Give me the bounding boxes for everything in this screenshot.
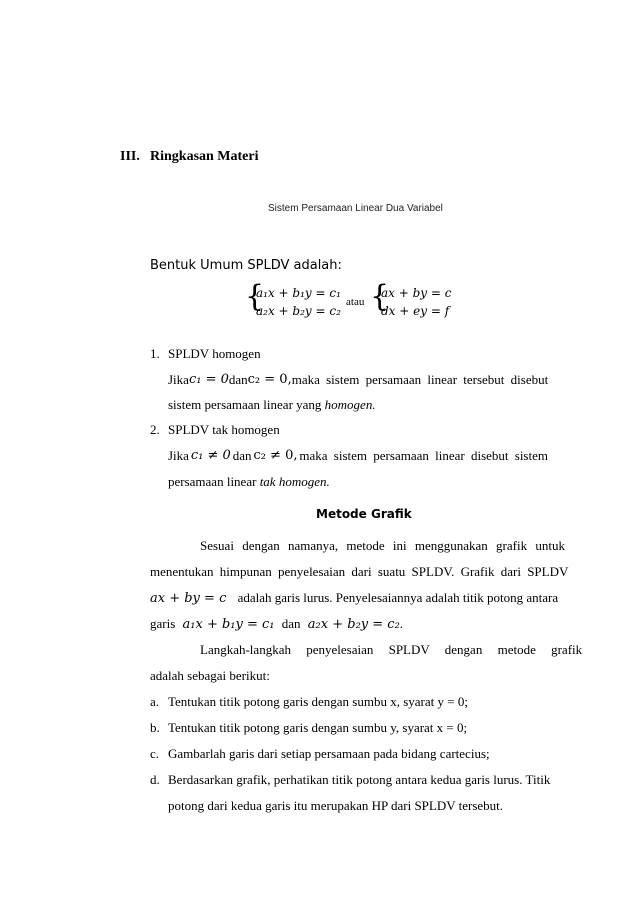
step-text: Gambarlah garis dari setiap persamaan pada bidang cartecius; [168, 746, 490, 761]
p2-line1-text: Langkah-langkah penyelesaian SPLDV dengan metode grafik [200, 642, 583, 657]
desc-line2-text: persamaan linear [168, 474, 257, 489]
metode-p1-line2 [150, 559, 569, 585]
p1-line4-eq2: a₂x + b₂y = c₂ [307, 617, 400, 632]
metode-p1-line1 [200, 533, 565, 559]
list-marker: 1. [150, 346, 160, 361]
p1-line4-eq1: a₁x + b₁y = c₁ [182, 617, 275, 632]
cond2: c₂ = 0, [247, 372, 292, 387]
metode-p2-line1 [200, 637, 582, 663]
desc-rest: maka sistem persamaan linear tersebut disebut [291, 372, 549, 387]
p1-equation: ax + by = c [150, 591, 227, 606]
section-title: Ringkasan Materi [150, 149, 259, 164]
p1-line4-end: . [399, 616, 404, 631]
list-desc-line2 [168, 392, 376, 418]
metode-p2-line2: adalah sebagai berikut: [150, 668, 270, 683]
list-desc-line [168, 443, 548, 469]
metode-p1-line4 [150, 611, 403, 638]
p1-line4-and: dan [281, 616, 301, 631]
step-text-line2: potong dari kedua garis itu merupakan HP dari SPLDV tersebut. [168, 798, 504, 813]
step-text: Tentukan titik potong garis dengan sumbu y, syarat x = 0; [168, 720, 468, 735]
section-number: III. [120, 149, 140, 164]
list-desc-line2 [168, 469, 330, 495]
step-marker: c. [150, 746, 160, 761]
step-text: Tentukan titik potong garis dengan sumbu x, syarat y = 0; [168, 694, 468, 709]
bentuk-label: Bentuk Umum SPLDV adalah: [150, 258, 342, 273]
metode-p1-line3 [150, 585, 558, 612]
desc-line2-text: sistem persamaan linear yang [168, 397, 322, 412]
cond1: c₁ ≠ 0 [190, 448, 231, 463]
cond1: c₁ = 0 [188, 372, 229, 387]
left-brace-icon: { [370, 279, 390, 314]
sys2-line1: ax + by = c [381, 286, 452, 300]
p1-line4-prefix: garis [150, 616, 176, 631]
desc-emphasis: homogen. [324, 397, 376, 412]
step-marker: d. [150, 772, 160, 787]
cond2: c₂ ≠ 0, [253, 448, 298, 463]
subtitle: Sistem Persamaan Linear Dua Variabel [268, 203, 443, 214]
list-marker: 2. [150, 422, 160, 437]
p1-line1-text: Sesuai dengan namanya, metode ini menggunakan grafik untuk [200, 538, 565, 553]
desc-and: dan [232, 448, 252, 463]
sys1-line1: a₁x + b₁y = c₁ [256, 286, 341, 300]
desc-prefix: Jika [168, 448, 189, 463]
desc-prefix: Jika [168, 372, 189, 387]
step-text: Berdasarkan grafik, perhatikan titik potong antara kedua garis lurus. Titik [168, 772, 551, 787]
list-desc-line [168, 367, 548, 393]
metode-heading: Metode Grafik [316, 507, 412, 521]
sys2-line2: dx + ey = f [381, 304, 450, 318]
p1-line2-text: menentukan himpunan penyelesaian dari suatu SPLDV. Grafik dari SPLDV [150, 564, 569, 579]
connector-atau: atau [346, 296, 365, 308]
left-brace-icon: { [245, 279, 265, 314]
desc-rest: maka sistem persamaan linear disebut sistem [299, 448, 548, 463]
list-title: SPLDV tak homogen [168, 422, 280, 437]
desc-and: dan [228, 372, 248, 387]
step-marker: b. [150, 720, 160, 735]
step-marker: a. [150, 694, 160, 709]
p1-line3-text: adalah garis lurus. Penyelesaiannya adalah titik potong antara [237, 590, 559, 605]
sys1-line2: a₂x + b₂y = c₂ [256, 304, 341, 318]
desc-emphasis: tak homogen. [259, 474, 330, 489]
list-title: SPLDV homogen [168, 346, 261, 361]
